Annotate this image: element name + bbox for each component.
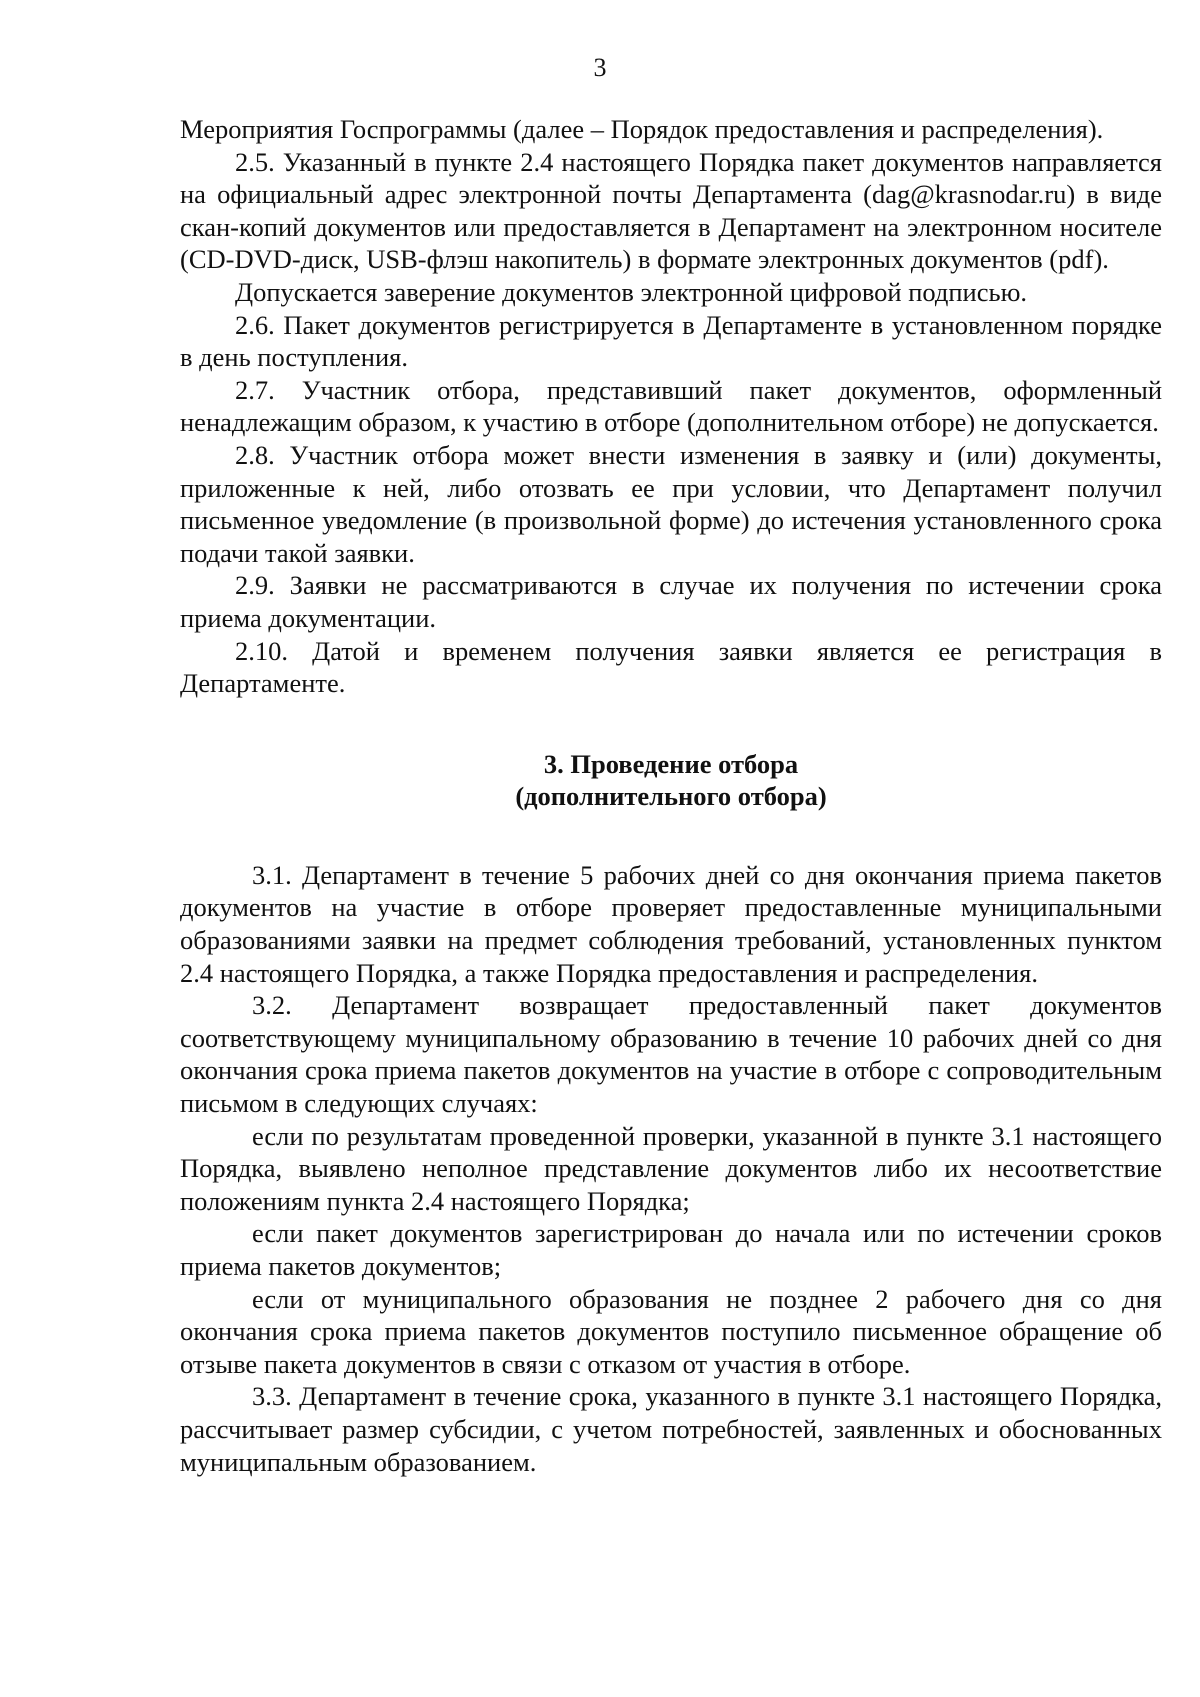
- paragraph-2-10: 2.10. Датой и временем получения заявки является ее регистрация в Департаменте.: [180, 635, 1162, 699]
- paragraph-3-2: 3.2. Департамент возвращает предоставленный пакет документов соответствующему муниципальному образованию в течение 10 рабочих дней со дня окончания срока приема пакетов документов на участие в отборе с сопроводительным письмом в следующих случаях:: [180, 990, 1162, 1119]
- section-3-heading: [180, 748, 1162, 813]
- document-body: [180, 113, 1162, 1478]
- paragraph-3-3: 3.3. Департамент в течение срока, указанного в пункте 3.1 настоящего Порядка, рассчитывает размер субсидии, с учетом потребностей, заявленных и обоснованных муниципальным образованием.: [180, 1381, 1162, 1477]
- paragraph-2-5: 2.5. Указанный в пункте 2.4 настоящего Порядка пакет документов направляется на официальный адрес электронной почты Департамента (dag@krasnodar.ru) в виде скан-копий документов или предоставляется в Департамент на электронном носителе (CD-DVD-диск, USB-флэш накопитель) в формате электронных документов (pdf).: [180, 146, 1162, 275]
- paragraph-2-5-note: Допускается заверение документов электронной цифровой подписью.: [235, 276, 1028, 307]
- section-3-heading-line1: 3. Проведение отбора: [543, 748, 799, 779]
- paragraph-3-1: 3.1. Департамент в течение 5 рабочих дней со дня окончания приема пакетов документов на участие в отборе проверяет предоставленные муниципальными образованиями заявки на предмет соблюдения требований, установленных пунктом 2.4 настоящего Порядка, а также Порядка предоставления и распределения.: [180, 859, 1162, 988]
- paragraph-2-8: 2.8. Участник отбора может внести изменения в заявку и (или) документы, приложенные к ней, либо отозвать ее при условии, что Департамент получил письменное уведомление (в произвольной форме) до истечения установленного срока подачи такой заявки.: [180, 439, 1162, 568]
- section-3-heading-line2: (дополнительного отбора): [515, 781, 827, 812]
- paragraph-2-9: 2.9. Заявки не рассматриваются в случае их получения по истечении срока приема документации.: [180, 570, 1162, 633]
- paragraph-2-6: 2.6. Пакет документов регистрируется в Департаменте в установленном порядке в день поступления.: [180, 309, 1162, 373]
- paragraph-3-2-case-1: если по результатам проведенной проверки, указанной в пункте 3.1 настоящего Порядка, выявлено неполное представление документов либо их несоответствие положениям пункта 2.4 настоящего Порядка;: [180, 1120, 1162, 1216]
- page-number: 3: [593, 53, 607, 82]
- paragraph-intro-continuation: Мероприятия Госпрограммы (далее – Порядок предоставления и распределения).: [180, 114, 1104, 144]
- paragraph-3-2-case-2: если пакет документов зарегистрирован до начала или по истечении сроков приема пакетов документов;: [180, 1218, 1162, 1281]
- paragraph-2-7: 2.7. Участник отбора, представивший пакет документов, оформленный ненадлежащим образом, к участию в отборе (дополнительном отборе) не допускается.: [180, 374, 1162, 438]
- paragraph-3-2-case-3: если от муниципального образования не позднее 2 рабочего дня со дня окончания срока приема пакетов документов поступило письменное обращение об отзыве пакета документов в связи с отказом от участия в отборе.: [180, 1283, 1162, 1379]
